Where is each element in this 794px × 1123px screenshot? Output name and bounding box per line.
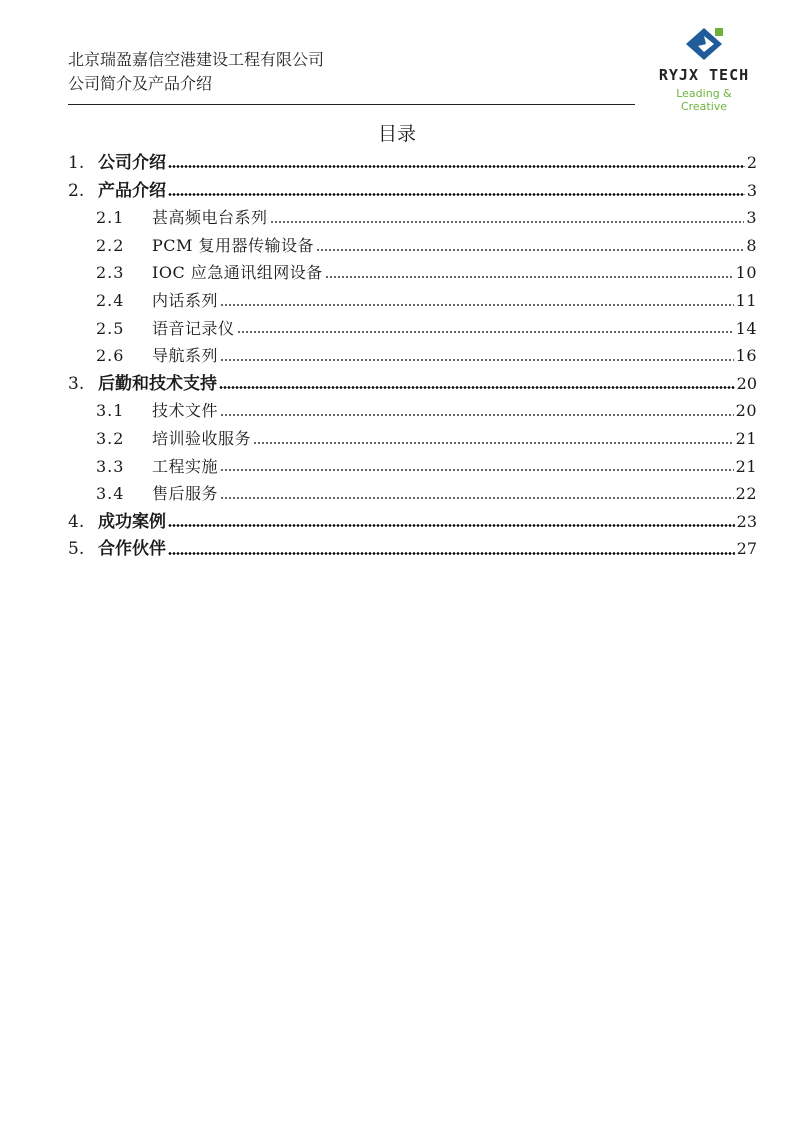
toc-entry-number: 1. bbox=[68, 153, 85, 173]
toc-entry-number: 2.3 bbox=[96, 263, 125, 283]
toc-entry[interactable] bbox=[68, 508, 757, 536]
toc-entry-number: 3.3 bbox=[96, 456, 125, 476]
toc-entry-title: 培训验收服务 bbox=[152, 428, 252, 448]
toc-entry[interactable] bbox=[68, 535, 757, 563]
toc-entry-page: 20 bbox=[736, 373, 757, 393]
toc-entry[interactable] bbox=[68, 177, 757, 205]
toc-entry-page: 16 bbox=[735, 346, 757, 366]
toc-entry-page: 20 bbox=[735, 401, 757, 421]
toc-entry-title: PCM 复用器传输设备 bbox=[152, 235, 314, 255]
table-of-contents bbox=[68, 149, 757, 563]
toc-entry[interactable] bbox=[68, 149, 757, 177]
toc-entry-page: 2 bbox=[746, 153, 757, 172]
logo-mark-icon bbox=[652, 26, 756, 66]
toc-entry-page: 3 bbox=[746, 208, 757, 228]
toc-dot-leader bbox=[220, 497, 734, 499]
toc-entry-number: 2. bbox=[68, 180, 85, 201]
toc-entry[interactable] bbox=[68, 480, 757, 508]
toc-dot-leader bbox=[237, 331, 734, 333]
toc-entry[interactable] bbox=[68, 287, 757, 315]
toc-entry-number: 2.6 bbox=[96, 346, 125, 366]
toc-entry[interactable] bbox=[68, 342, 757, 370]
toc-entry-title: 工程实施 bbox=[152, 456, 219, 476]
toc-dot-leader bbox=[220, 414, 734, 416]
toc-entry-number: 3.4 bbox=[96, 484, 125, 504]
toc-entry-number: 2.5 bbox=[96, 318, 125, 338]
toc-entry[interactable] bbox=[68, 425, 757, 453]
toc-entry-page: 22 bbox=[735, 484, 757, 504]
header-rule bbox=[68, 104, 635, 105]
toc-entry-page: 21 bbox=[735, 456, 757, 476]
logo-tagline: Leading & Creative bbox=[676, 87, 732, 113]
company-name: 北京瑞盈嘉信空港建设工程有限公司 bbox=[68, 50, 325, 69]
toc-title: 目录 bbox=[377, 123, 416, 145]
toc-entry-number: 5. bbox=[68, 539, 85, 560]
toc-entry-title: 合作伙伴 bbox=[98, 539, 166, 560]
toc-entry[interactable] bbox=[68, 453, 757, 481]
toc-entry-title: 语音记录仪 bbox=[152, 318, 235, 338]
toc-entry-page: 21 bbox=[735, 428, 757, 448]
toc-entry-page: 27 bbox=[736, 539, 757, 559]
toc-entry-number: 4. bbox=[68, 511, 85, 532]
toc-entry-number: 3.1 bbox=[96, 401, 125, 421]
toc-entry-page: 8 bbox=[746, 235, 757, 255]
toc-dot-leader bbox=[220, 469, 734, 471]
toc-dot-leader bbox=[316, 249, 744, 251]
toc-entry[interactable] bbox=[68, 315, 757, 343]
toc-dot-leader bbox=[270, 221, 745, 223]
document-subtitle: 公司简介及产品介绍 bbox=[68, 74, 213, 93]
toc-entry[interactable] bbox=[68, 232, 757, 260]
toc-entry-title: 成功案例 bbox=[98, 511, 166, 532]
toc-entry[interactable] bbox=[68, 370, 757, 398]
toc-entry-title: 技术文件 bbox=[152, 401, 219, 421]
logo-name: RYJX TECH bbox=[658, 66, 750, 84]
toc-entry-title: 导航系列 bbox=[152, 346, 219, 366]
toc-entry-number: 2.2 bbox=[96, 235, 125, 255]
toc-entry-page: 10 bbox=[735, 263, 757, 283]
toc-dot-leader bbox=[168, 552, 735, 555]
toc-dot-leader bbox=[220, 304, 734, 306]
toc-entry-title: IOC 应急通讯组网设备 bbox=[152, 263, 323, 283]
toc-entry-number: 2.1 bbox=[96, 208, 125, 228]
toc-entry-title: 产品介绍 bbox=[98, 180, 166, 201]
toc-dot-leader bbox=[325, 276, 734, 278]
toc-entry[interactable] bbox=[68, 259, 757, 287]
toc-entry[interactable] bbox=[68, 397, 757, 425]
toc-dot-leader bbox=[219, 386, 735, 389]
toc-entry-number: 3. bbox=[68, 373, 85, 394]
toc-dot-leader bbox=[168, 193, 745, 196]
page-header bbox=[0, 0, 794, 113]
toc-entry-title: 甚高频电台系列 bbox=[152, 208, 268, 228]
toc-dot-leader bbox=[220, 359, 734, 361]
toc-entry-title: 内话系列 bbox=[152, 290, 219, 310]
toc-entry-page: 23 bbox=[736, 511, 757, 531]
toc-entry-page: 11 bbox=[735, 290, 757, 310]
company-logo bbox=[652, 26, 756, 113]
toc-entry-number: 3.2 bbox=[96, 428, 125, 448]
toc-entry-title: 售后服务 bbox=[152, 484, 219, 504]
toc-entry-title: 公司介绍 bbox=[98, 153, 166, 173]
toc-dot-leader bbox=[253, 442, 734, 444]
toc-entry-number: 2.4 bbox=[96, 290, 125, 310]
toc-entry-title: 后勤和技术支持 bbox=[98, 373, 217, 394]
toc-dot-leader bbox=[168, 524, 735, 527]
toc-entry-page: 3 bbox=[746, 180, 757, 200]
toc-entry[interactable] bbox=[68, 204, 757, 232]
toc-entry-page: 14 bbox=[735, 318, 757, 338]
toc-dot-leader bbox=[168, 165, 745, 168]
